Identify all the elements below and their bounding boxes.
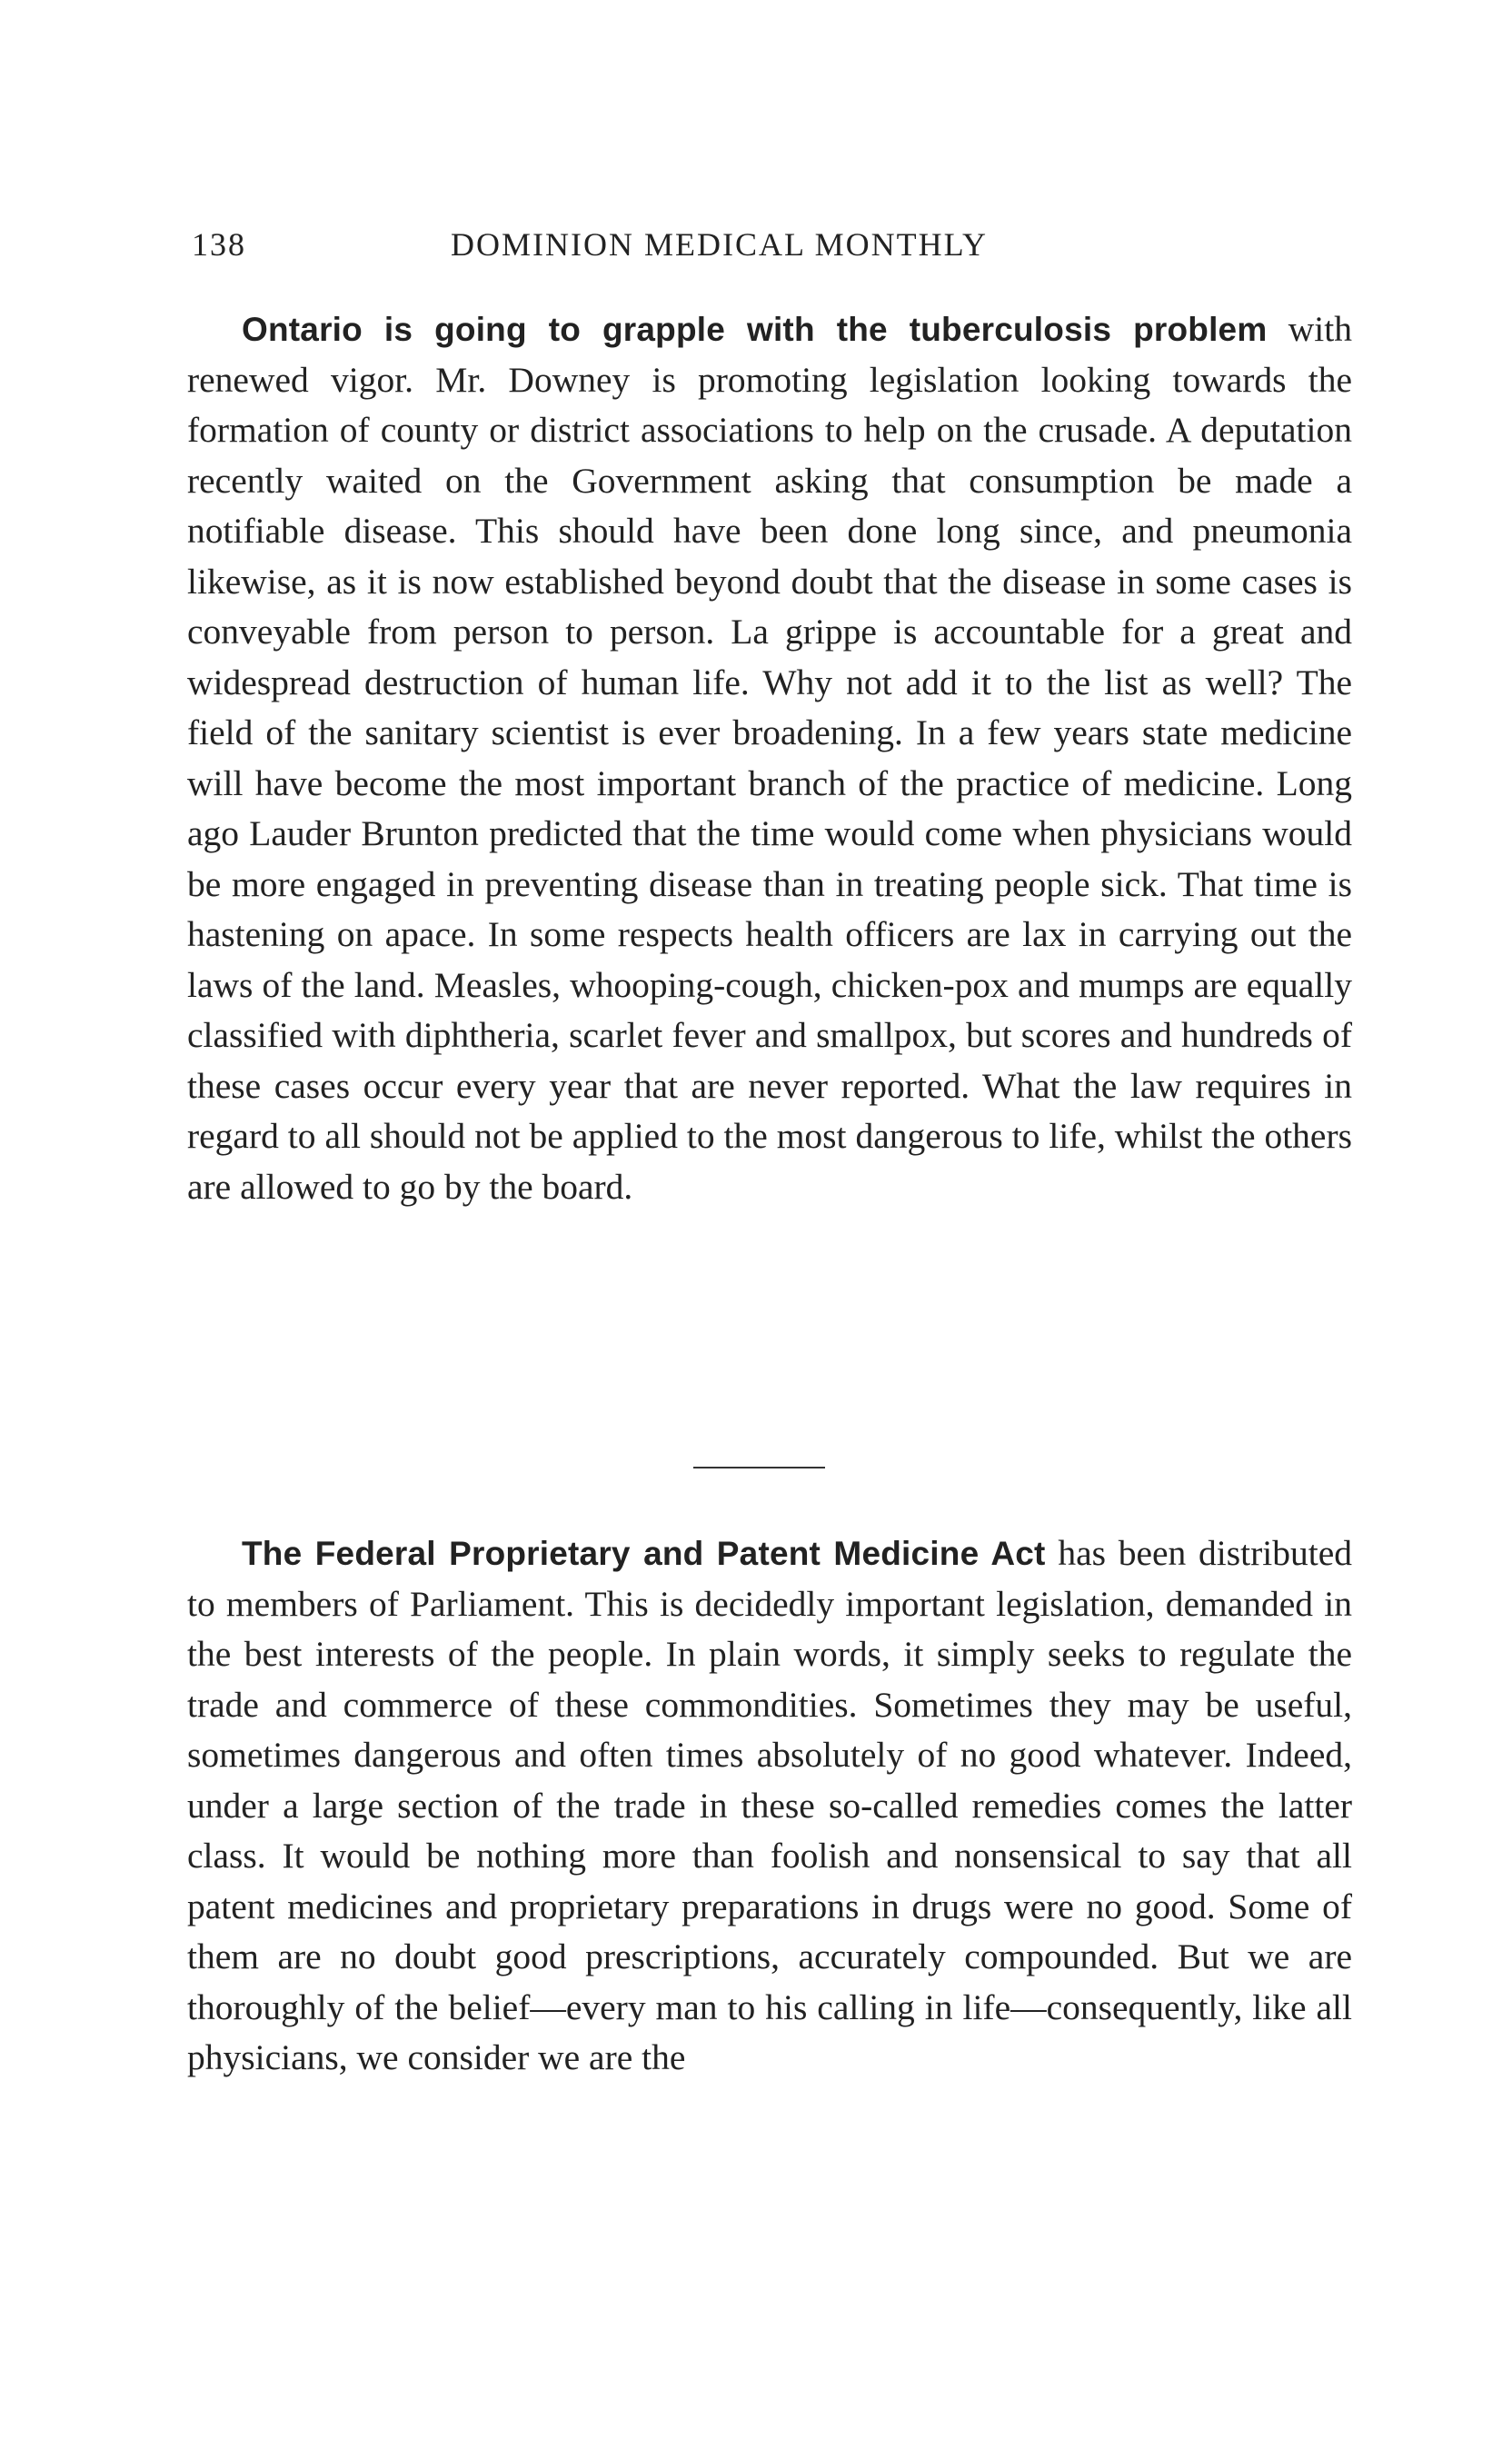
article-body-text: has been distributed to members of Parliament. This is decidedly important legislation, demanded in the best interests of the people. In plain words, it simply seeks to regulate the trade and commerce of these commondities. Sometimes they may be useful, sometimes dangerous and often times absolutely of no good whatever. Indeed, under a large section of the trade in these so-called remedies comes the latter class. It would be nothing more than foolish and nonsensical to say that all patent medicines and proprietary preparations in drugs were no good. Some of them are no doubt good prescriptions, accurately compounded. But we are thoroughly of the belief—every man to his calling in life—consequently, like all physicians, we consider we are the bbox=[187, 1533, 1352, 2077]
article-patent-medicine-act bbox=[187, 1528, 1352, 2084]
article-tuberculosis bbox=[187, 304, 1352, 1212]
running-head bbox=[192, 225, 1355, 271]
article-lead-heading: Ontario is going to grapple with the tuberculosis problem bbox=[242, 311, 1268, 348]
article-lead-heading: The Federal Proprietary and Patent Medicine Act bbox=[242, 1535, 1046, 1572]
section-divider bbox=[693, 1467, 825, 1468]
article-paragraph bbox=[187, 304, 1352, 1212]
journal-title: DOMINION MEDICAL MONTHLY bbox=[451, 226, 989, 263]
page-number: 138 bbox=[192, 226, 246, 263]
article-paragraph bbox=[187, 1528, 1352, 2084]
article-body-text: with renewed vigor. Mr. Downey is promoting legislation looking towards the formation of county or district associations to help on the crusade. A deputation recently waited on the Government asking that consumption be made a notifiable disease. This should have been done long since, and pneumonia likewise, as it is now established beyond doubt that the disease in some cases is conveyable from person to person. La grippe is accountable for a great and widespread destruction of human life. Why not add it to the list as well? The field of the sanitary scientist is ever broadening. In a few years state medicine will have become the most important branch of the practice of medicine. Long ago Lauder Brunton predicted that the time would come when physicians would be more engaged in preventing disease than in treating people sick. That time is hastening on apace. In some respects health officers are lax in carrying out the laws of the land. Measles, whooping-cough, chicken-pox and mumps are equally classified with diphtheria, scarlet fever and smallpox, but scores and hundreds of these cases occur every year that are never reported. What the law requires in regard to all should not be applied to the most dangerous to life, whilst the others are allowed to go by the board. bbox=[187, 309, 1352, 1207]
